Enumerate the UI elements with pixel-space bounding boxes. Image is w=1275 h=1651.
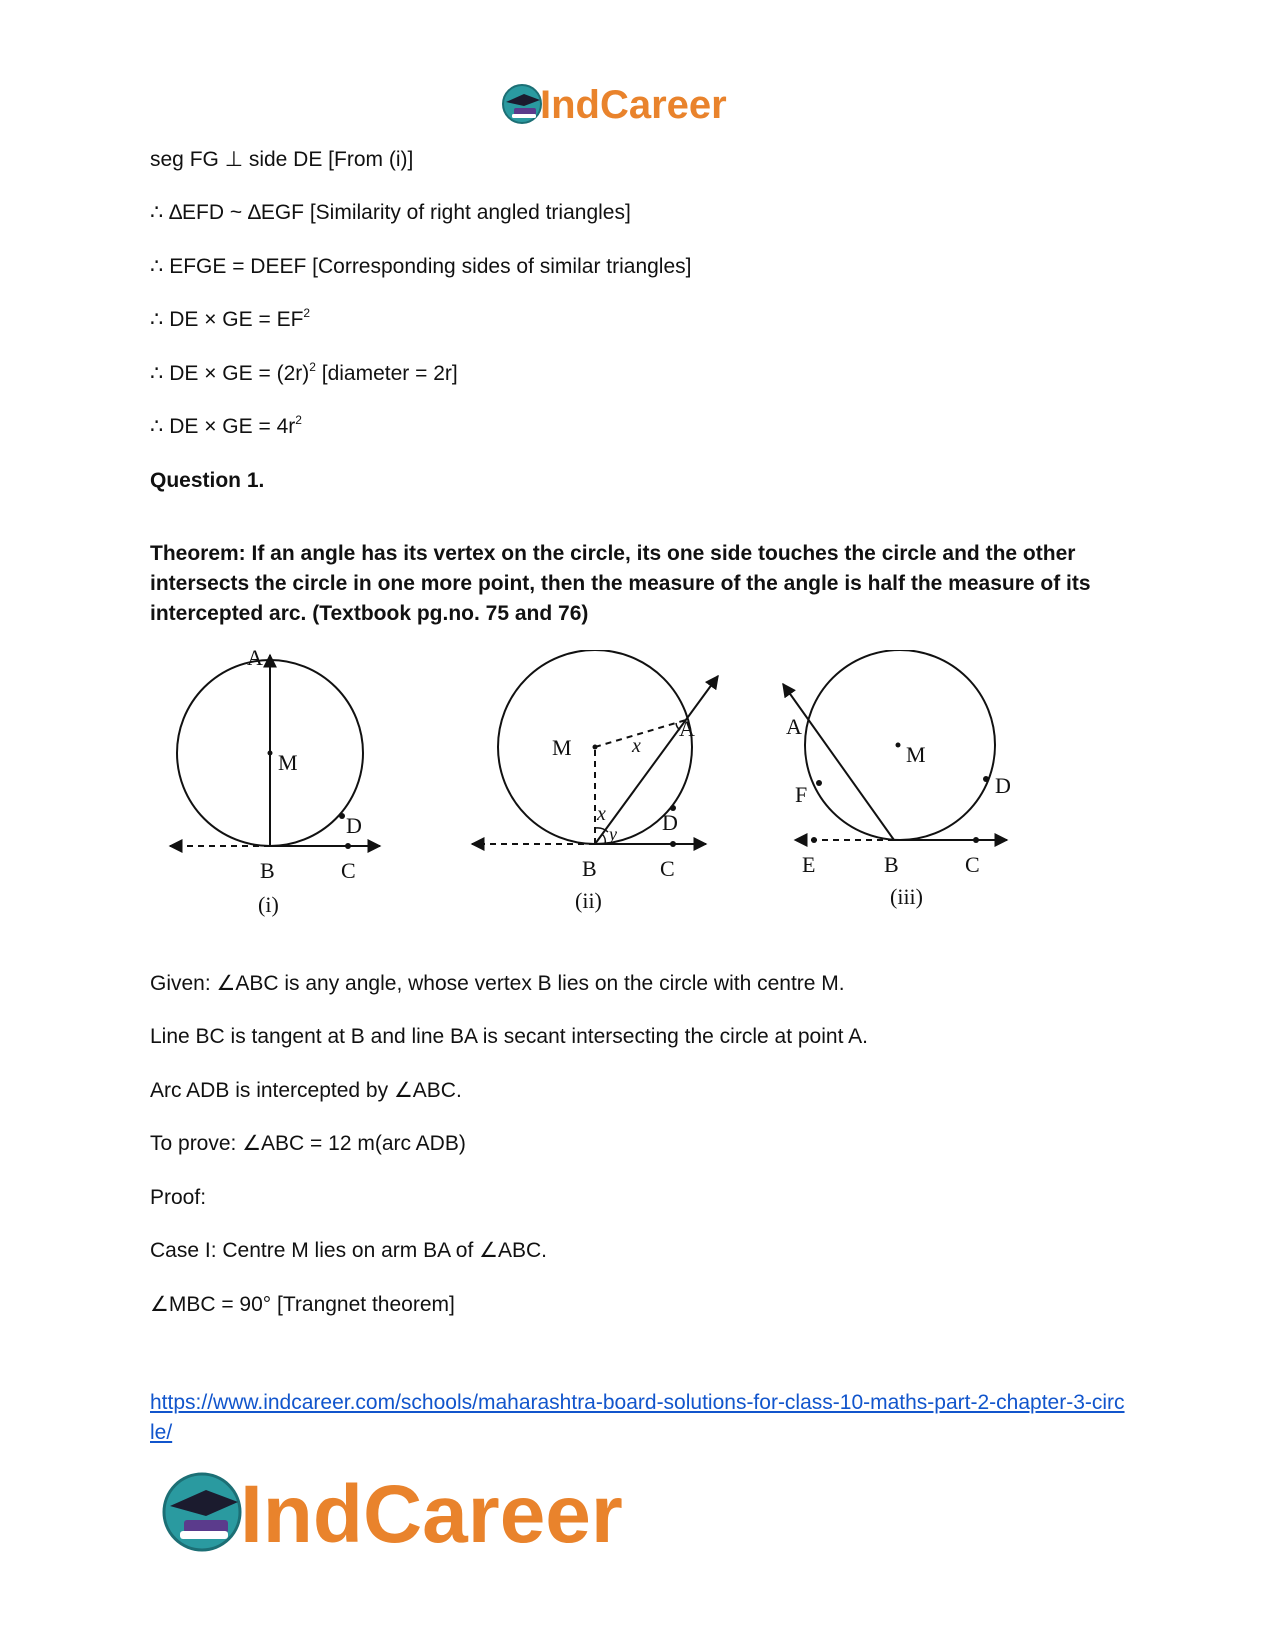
fig1-label-d: D [346, 813, 362, 838]
fig1-label-m: M [278, 750, 298, 775]
fig3-label-a: A [786, 714, 802, 739]
logo-wordmark: IndCareer [540, 83, 727, 127]
fig1-caption: (i) [258, 892, 279, 917]
proof-line-3: ∴ EFGE = DEEF [Corresponding sides of similar triangles] [150, 255, 692, 278]
fig2-label-x-top: x [632, 735, 641, 757]
logo-wordmark: IndCareer [240, 1469, 623, 1560]
fig3-label-d: D [995, 773, 1011, 798]
fig1-label-c: C [341, 858, 356, 883]
indcareer-logo-bottom [160, 1460, 700, 1560]
fig2-label-b: B [582, 856, 597, 881]
fig2-label-c: C [660, 856, 675, 881]
question-heading: Question 1. [150, 469, 265, 492]
figure-iii [783, 650, 1011, 909]
fig3-label-f: F [795, 782, 808, 807]
equation-2: ∴ DE × GE = $(2r)^2$ [diameter = 2r] [150, 360, 458, 385]
fig3-label-b: B [884, 852, 899, 877]
fig2-label-a: A [679, 716, 695, 741]
tangent-line: Line BC is tangent at B and line BA is secant intersecting the circle at point A. [150, 1025, 868, 1048]
globe-graduate-icon [503, 85, 541, 123]
fig2-label-m: M [552, 735, 572, 760]
case-one-line: Case I: Centre M lies on arm BA of ∠ABC. [150, 1239, 547, 1262]
theorem-figures [150, 650, 1070, 950]
theorem-statement: Theorem: If an angle has its vertex on the circle, its one side touches the circle and the other intersects the circle in one more point, then the measure of the angle is half the measure of its intercepted arc. (Textbook pg.no. 75 and 76) [150, 542, 1091, 625]
to-prove-line: To prove: ∠ABC = 12 m(arc ADB) [150, 1132, 466, 1155]
indcareer-logo-top [500, 78, 780, 130]
equation-3: ∴ DE × GE = $4r^2$ [150, 413, 302, 438]
equation-1: ∴ DE × GE = $EF^2$ [150, 306, 311, 331]
fig2-label-x-bottom: x [597, 803, 606, 825]
source-link[interactable]: https://www.indcareer.com/schools/maharashtra-board-solutions-for-class-10-maths-part-2-chapter-3-circle/ [150, 1391, 1125, 1444]
fig3-label-c: C [965, 852, 980, 877]
arc-line: Arc ADB is intercepted by ∠ABC. [150, 1079, 462, 1102]
fig3-caption: (iii) [890, 884, 923, 909]
proof-label: Proof: [150, 1186, 207, 1209]
mbc-line: ∠MBC = 90° [Trangnet theorem] [150, 1293, 455, 1316]
fig1-label-a: A [247, 650, 263, 670]
fig2-label-y: y [609, 824, 617, 844]
proof-line-2: ∴ ∆EFD ~ ∆EGF [Similarity of right angled triangles] [150, 201, 631, 224]
globe-graduate-icon [164, 1474, 240, 1550]
fig1-label-b: B [260, 858, 275, 883]
proof-line-1: seg FG ⊥ side DE [From (i)] [150, 148, 414, 171]
fig3-label-m: M [906, 742, 926, 767]
figure-ii [472, 650, 718, 913]
given-line: Given: ∠ABC is any angle, whose vertex B lies on the circle with centre M. [150, 972, 845, 995]
fig3-label-e: E [802, 852, 816, 877]
fig2-label-d: D [662, 810, 678, 835]
figure-i [170, 650, 380, 917]
fig2-caption: (ii) [575, 888, 602, 913]
